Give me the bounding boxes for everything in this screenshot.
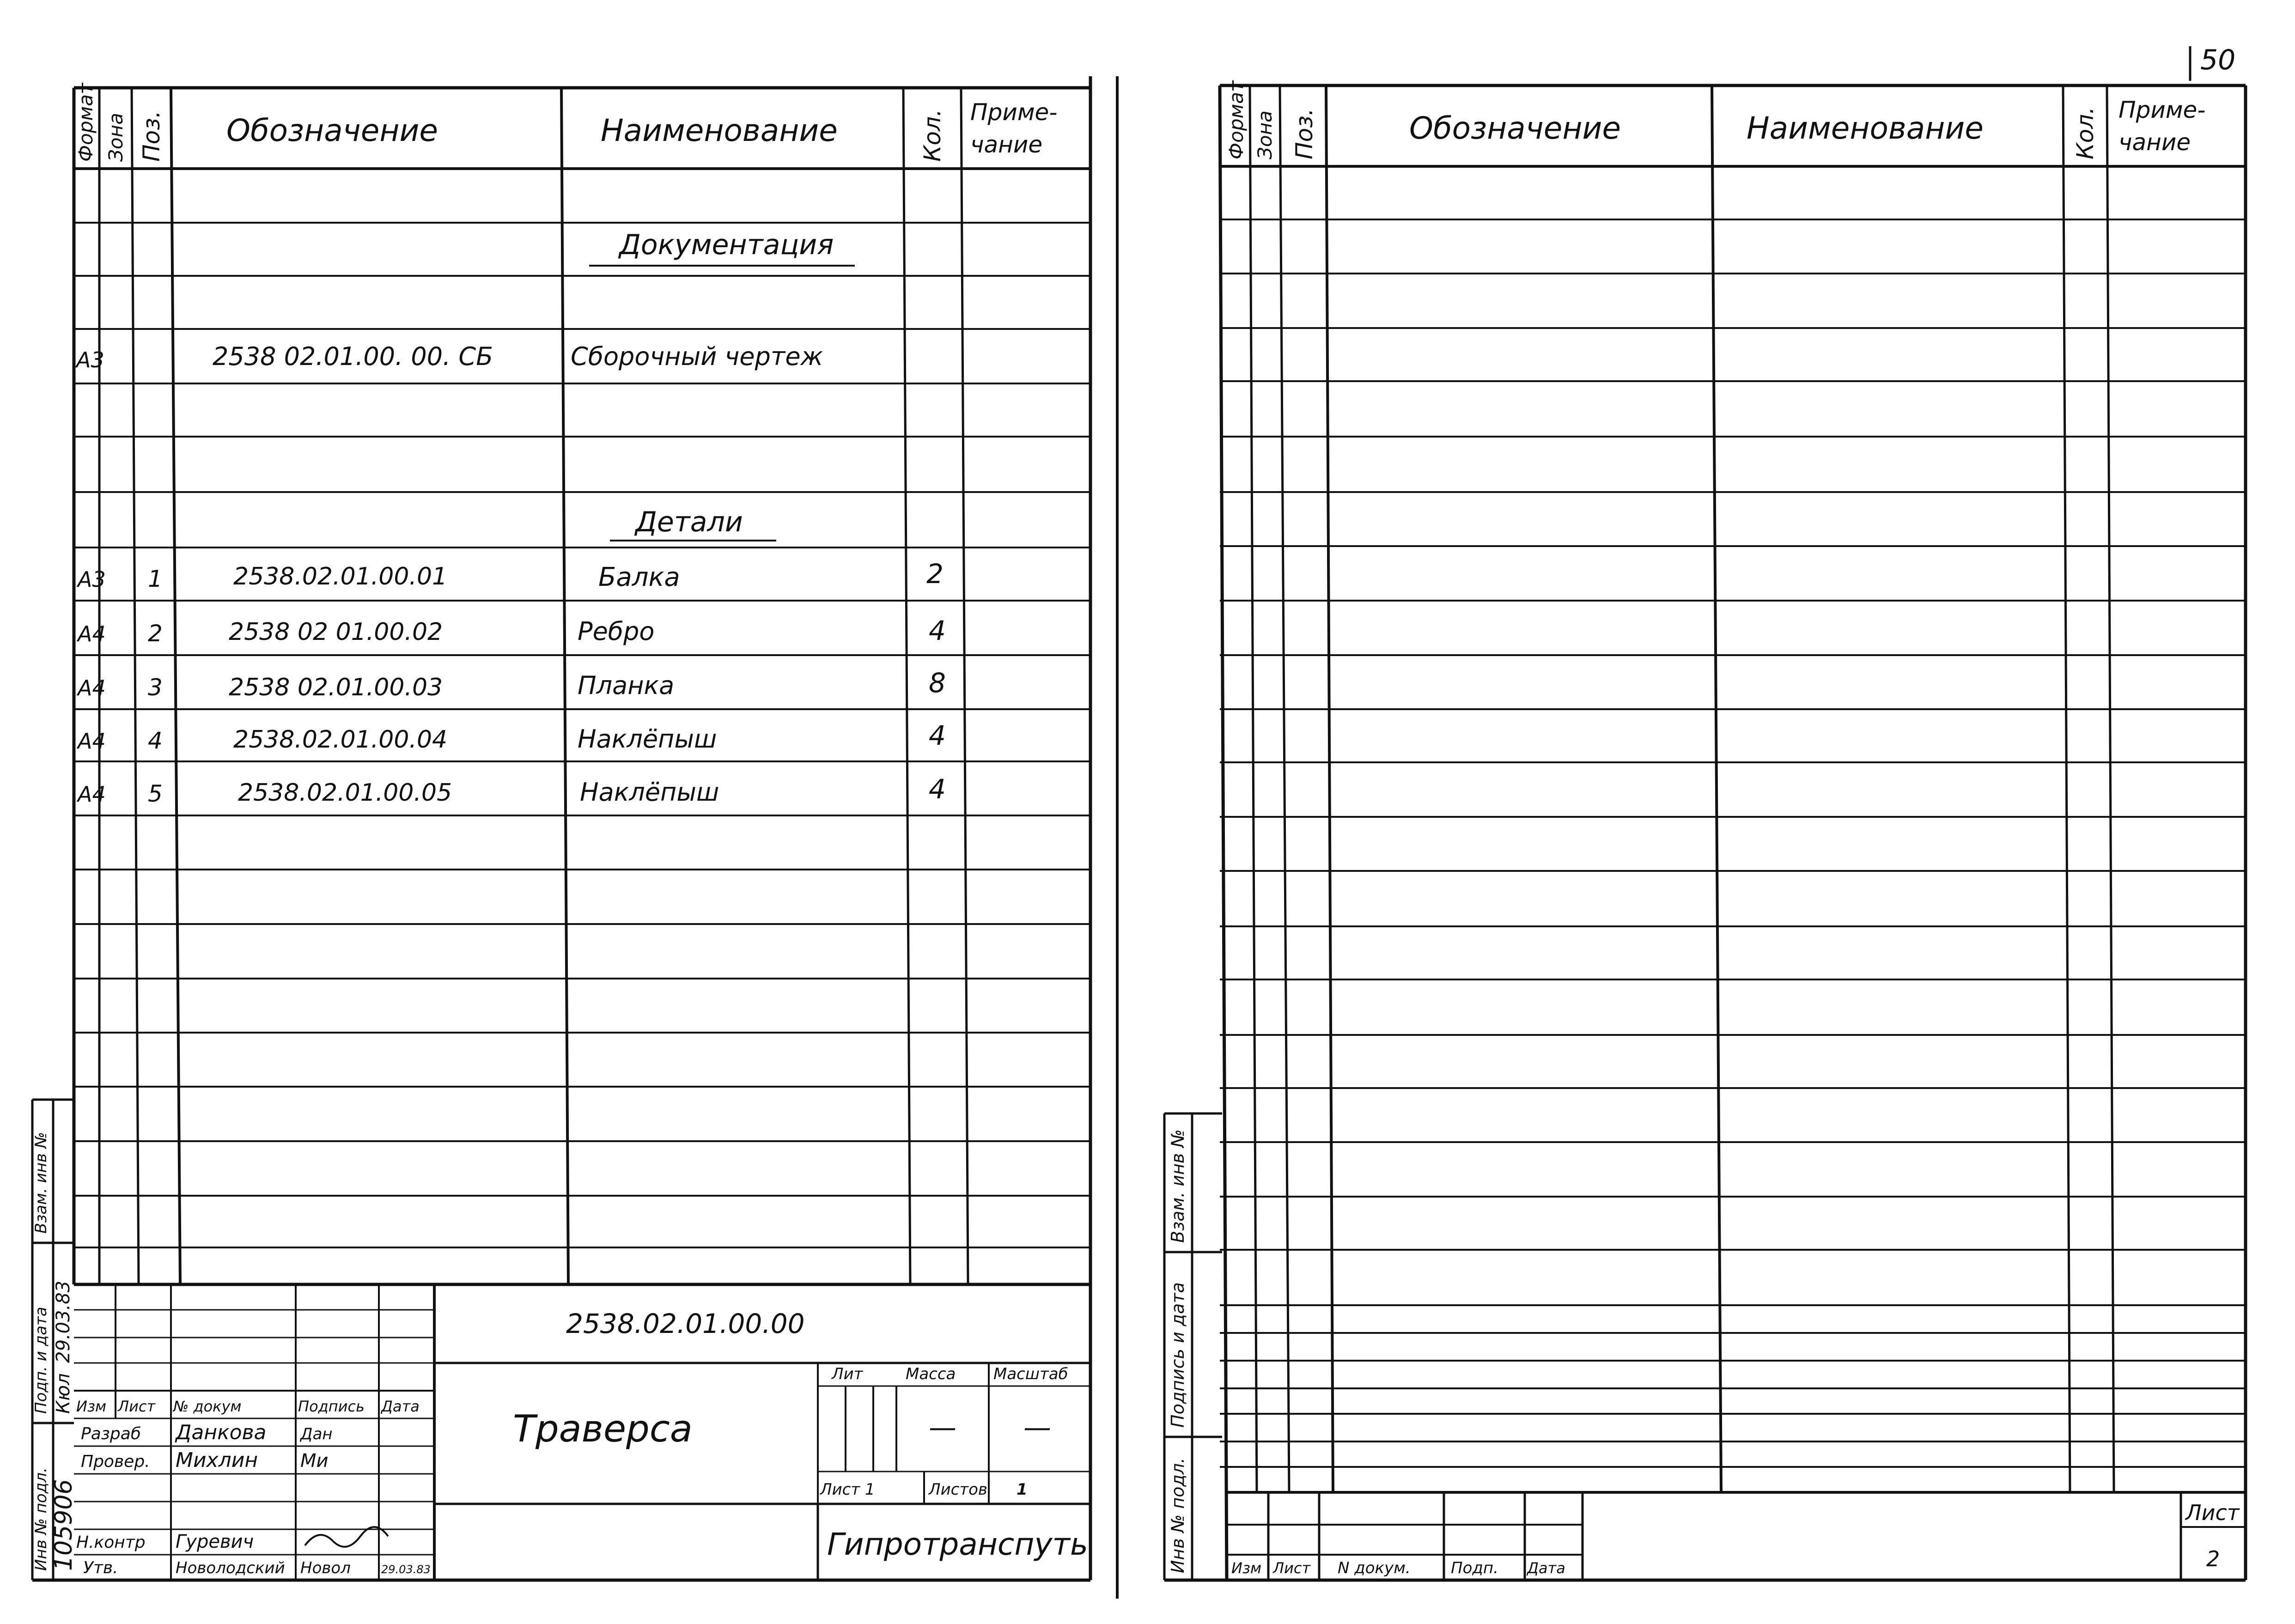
part-pos: 5 [148,780,163,807]
part-name: Ребро [578,617,655,646]
role-prover: Провер. [81,1452,150,1471]
part-pos: 3 [148,674,163,701]
right-title-block [1227,1492,2246,1580]
sign-utv: Новол [300,1559,351,1577]
part-pos: 2 [148,620,163,647]
page-number [2190,44,2235,81]
right-header-qty: Кол. [2072,107,2099,159]
right-col-izm: Изм [1231,1559,1262,1577]
left-header-designation: Обозначение [226,113,438,148]
left-title: Траверса [513,1407,693,1450]
parts-row-5 [76,773,946,807]
part-format: А3 [78,567,106,592]
part-format: А4 [78,782,106,807]
part-name: Наклёпыш [578,724,717,754]
right-header-note-2: чание [2118,129,2191,156]
part-pos: 4 [148,727,163,754]
doc-row-format: А3 [76,347,104,372]
left-header-format: Формат [74,83,97,162]
role-utv: Утв. [83,1558,118,1577]
page-number-text: 50 [2200,44,2236,76]
name-nkontr: Гуревич [176,1531,254,1552]
left-sheet [32,76,1090,1580]
left-doc-code: 2538.02.01.00.00 [566,1308,805,1339]
sheet-label: Лист 1 [820,1480,875,1499]
part-name: Наклёпыш [580,778,719,807]
left-header-name: Наименование [601,113,838,148]
left-stamp-inv-podl: Инв № подл. [32,1467,50,1571]
massa-value: — [929,1411,956,1444]
left-header-note-1: Приме- [970,99,1058,126]
col-ndokum: № докум [173,1398,242,1415]
part-name: Балка [598,562,680,592]
right-stamp-inv-podl: Инв № подл. [1168,1457,1188,1573]
left-stamp-inv-number: 105906 [50,1479,78,1571]
left-header-zone: Зона [104,113,127,162]
sign-razrab: Дан [300,1425,333,1443]
left-header-pos: Поз. [138,110,165,162]
part-qty: 4 [929,615,946,646]
lit-label: Лит [832,1365,863,1383]
part-designation: 2538.02.01.00.05 [238,779,452,807]
right-sheet [1164,80,2246,1580]
right-col-data: Дата [1527,1559,1565,1577]
part-designation: 2538.02.01.00.04 [233,726,448,754]
masshtab-label: Масштаб [993,1365,1068,1383]
part-pos: 1 [148,566,163,592]
right-sheet-label: Лист [2185,1500,2240,1525]
part-designation: 2538.02.01.00.01 [233,563,448,590]
part-designation: 2538 02.01.00.03 [229,674,443,701]
date-utv: 29.03.83 [381,1563,431,1576]
part-format: А4 [78,729,106,754]
right-header-note-1: Приме- [2118,97,2206,123]
sheets-label: Листов [929,1480,988,1499]
right-side-stamp [1164,1113,1222,1580]
right-header-name: Наименование [1747,110,1984,146]
section-documentation: Документация [619,229,834,261]
left-stamp-signature: Кюл [53,1373,74,1414]
part-designation: 2538 02 01.00.02 [229,618,443,646]
left-stamp-podpis-data: Подп. и дата [32,1307,50,1414]
col-izm: Изм [76,1398,107,1415]
masshtab-value: — [1023,1411,1051,1444]
role-nkontr: Н.контр [76,1533,146,1552]
part-format: А4 [78,675,106,700]
parts-row-3 [76,667,946,701]
doc-row [75,342,823,372]
part-qty: 4 [929,720,946,751]
right-col-ndokum: N докум. [1338,1559,1411,1577]
right-col-podp: Подп. [1451,1559,1498,1577]
doc-row-designation: 2538 02.01.00. 00. СБ [213,342,493,371]
left-stamp-vzam-inv: Взам. инв № [32,1131,50,1234]
right-stamp-podpis-data: Подпись и дата [1168,1282,1188,1428]
part-qty: 4 [929,773,946,805]
massa-label: Масса [906,1365,956,1383]
left-header-note-2: чание [970,131,1043,158]
doc-row-name: Сборочный чертеж [571,342,823,371]
left-title-block [74,1284,1090,1580]
right-header-pos: Поз. [1291,108,1318,159]
role-razrab: Разраб [81,1424,141,1443]
col-list: Лист [118,1398,156,1415]
right-header-format: Формат [1225,80,1248,159]
section-parts: Детали [635,506,743,538]
name-prover: Михлин [176,1448,258,1472]
right-row-lines [1220,219,2246,1467]
part-format: А4 [78,621,106,646]
left-stamp-date: 29.03.83 [53,1280,74,1363]
parts-row-1 [76,558,944,592]
parts-row-4 [76,720,946,754]
right-header-zone: Зона [1254,110,1276,159]
name-utv: Новолодский [176,1559,285,1577]
right-col-list: Лист [1273,1559,1311,1577]
parts-row-2 [76,615,946,647]
right-sheet-value: 2 [2206,1546,2220,1571]
col-podpis: Подпись [298,1398,365,1415]
right-stamp-vzam-inv: Взам. инв № [1168,1129,1188,1243]
left-side-stamp [32,1100,78,1580]
part-qty: 8 [929,667,946,699]
part-qty: 2 [926,558,944,590]
part-name: Планка [578,671,675,700]
col-data: Дата [381,1398,420,1415]
organization: Гипротранспуть [827,1527,1088,1562]
sign-prover: Ми [300,1450,329,1472]
name-razrab: Данкова [176,1421,267,1444]
right-header-designation: Обозначение [1409,110,1621,146]
left-header-qty: Кол. [919,109,946,162]
sheets-value: 1 [1017,1480,1028,1499]
